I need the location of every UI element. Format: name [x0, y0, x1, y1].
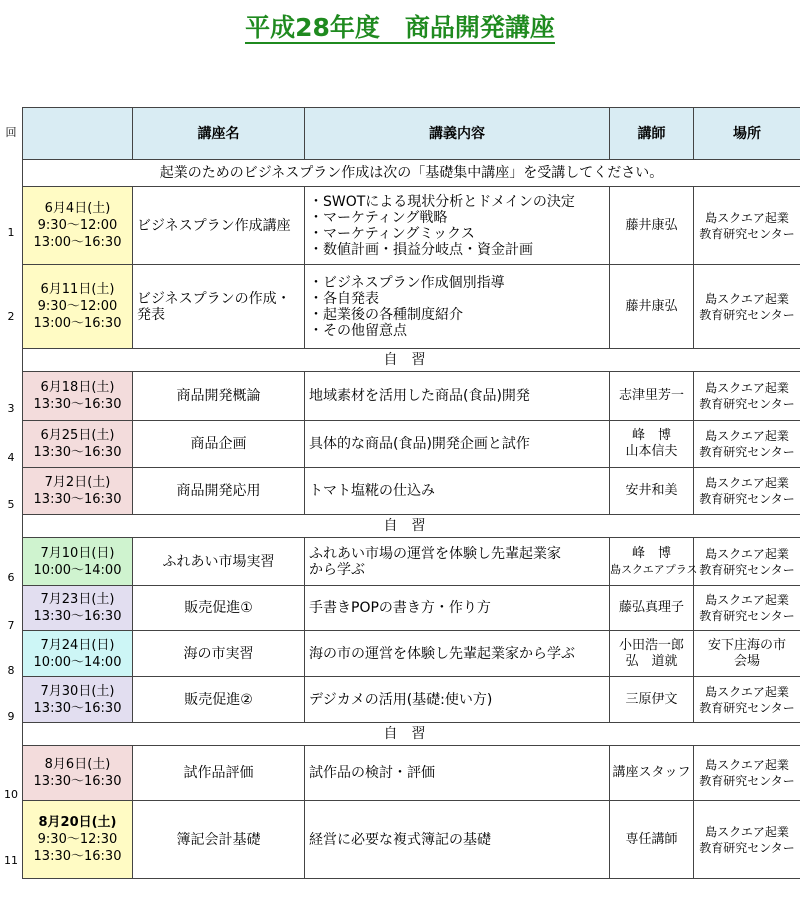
time-text: 13:30～16:30 — [33, 774, 122, 789]
venue-line: 島スクエア起業 — [705, 593, 789, 607]
venue-cell — [694, 631, 800, 677]
venue-line: 教育研究センター — [699, 492, 795, 506]
content-line: 経営に必要な複式簿記の基礎 — [309, 831, 491, 848]
venue-line: 教育研究センター — [699, 700, 795, 715]
lecturer-name: 藤弘真理子 — [618, 600, 684, 615]
date-text: 6月11日(土) — [40, 282, 115, 297]
date-cell — [23, 538, 133, 586]
lecturer-name: 藤井康弘 — [625, 217, 678, 233]
content-line: 具体的な商品(食品)開発企画と試作 — [309, 436, 530, 452]
venue-line: 島スクエア起業 — [705, 758, 789, 772]
date-text: 7月24日(日) — [40, 637, 115, 653]
notice-row — [23, 160, 800, 187]
venue-line: 教育研究センター — [699, 226, 795, 241]
header-date — [23, 108, 133, 160]
self-study-row — [23, 349, 800, 372]
lecturer-name: 小田浩一郎 — [618, 637, 684, 653]
header-lecturer: 講師 — [610, 108, 694, 160]
table-row — [23, 586, 800, 631]
lecturer-cell — [610, 187, 694, 265]
content-cell — [305, 265, 610, 349]
course-name: 試作品評価 — [133, 746, 305, 801]
content-line: ・マーケティングミックス — [309, 225, 475, 242]
content-cell — [305, 372, 610, 421]
venue-line: 教育研究センター — [699, 562, 795, 577]
date-text: 6月4日(土) — [44, 201, 111, 216]
time-text: 13:00～16:30 — [33, 316, 122, 331]
table-row — [23, 372, 800, 421]
content-cell — [305, 746, 610, 801]
content-cell — [305, 538, 610, 586]
venue-line: 教育研究センター — [699, 445, 795, 459]
date-cell — [23, 265, 133, 349]
date-cell — [23, 746, 133, 801]
venue-line: 教育研究センター — [699, 307, 795, 322]
content-cell — [305, 801, 610, 879]
content-line: ・数値計画・損益分岐点・資金計画 — [309, 241, 533, 258]
content-line: ・その他留意点 — [309, 322, 407, 339]
content-line: ・ビジネスプラン作成個別指導 — [309, 274, 505, 291]
date-text: 7月10日(日) — [40, 545, 115, 561]
venue-cell — [694, 468, 800, 515]
time-text: 13:30～16:30 — [33, 849, 122, 864]
page-title — [0, 8, 800, 44]
table-row — [23, 468, 800, 515]
row-number: 1 — [7, 226, 15, 239]
content-cell — [305, 187, 610, 265]
course-name: 簿記会計基礎 — [133, 801, 305, 879]
time-text: 13:30～16:30 — [33, 609, 122, 624]
lecturer-name: 山本信夫 — [625, 444, 678, 459]
date-cell — [23, 631, 133, 677]
date-text: 8月6日(土) — [44, 757, 111, 772]
venue-line: 島スクエア起業 — [705, 381, 789, 395]
content-cell — [305, 421, 610, 468]
venue-line: 島スクエア起業 — [705, 824, 789, 839]
date-cell — [23, 372, 133, 421]
date-text: 7月30日(土) — [40, 683, 115, 699]
row-number: 3 — [7, 402, 15, 415]
header-venue: 場所 — [694, 108, 800, 160]
date-cell — [23, 677, 133, 723]
course-name: ふれあい市場実習 — [133, 538, 305, 586]
content-line: から学ぶ — [309, 561, 365, 578]
course-name: ビジネスプラン作成講座 — [133, 187, 305, 265]
date-cell — [23, 187, 133, 265]
content-line: ・SWOTによる現状分析とドメインの決定 — [309, 193, 575, 210]
venue-cell — [694, 538, 800, 586]
time-text: 13:00～16:30 — [33, 235, 122, 250]
header-content: 講義内容 — [305, 108, 610, 160]
time-text: 13:30～16:30 — [33, 397, 122, 412]
venue-cell — [694, 265, 800, 349]
time-text: 10:00～14:00 — [33, 562, 122, 578]
row-number: 10 — [4, 788, 18, 801]
self-study-text: 自習 — [23, 349, 800, 372]
time-text: 9:30～12:00 — [37, 218, 118, 233]
venue-cell — [694, 586, 800, 631]
venue-cell — [694, 801, 800, 879]
row-number: 9 — [7, 710, 15, 723]
date-text: 7月23日(土) — [40, 592, 115, 607]
time-text: 10:00～14:00 — [33, 654, 122, 670]
table-row — [23, 538, 800, 586]
content-line: ・起業後の各種制度紹介 — [309, 306, 463, 323]
venue-line: 島スクエア起業 — [705, 546, 789, 561]
self-study-text: 自習 — [23, 723, 800, 746]
page-title-text: 平成28年度 商品開発講座 — [245, 13, 555, 42]
date-cell — [23, 801, 133, 879]
lecturer-name: 安井和美 — [625, 483, 678, 498]
lecturer-cell — [610, 746, 694, 801]
content-cell — [305, 468, 610, 515]
content-line: デジカメの活用(基礎:使い方) — [309, 691, 493, 708]
course-schedule-table — [22, 107, 800, 879]
lecturer-name: 藤井康弘 — [625, 298, 678, 314]
course-line: ビジネスプランの作成・ — [137, 290, 291, 307]
lecturer-cell — [610, 372, 694, 421]
venue-line: 島スクエア起業 — [705, 684, 789, 699]
venue-cell — [694, 187, 800, 265]
row-number: 8 — [7, 664, 15, 677]
venue-line: 島スクエア起業 — [705, 210, 789, 225]
header-row — [23, 108, 800, 160]
course-name: 商品開発概論 — [133, 372, 305, 421]
course-line: 発表 — [137, 306, 165, 323]
lecturer-name: 講座スタッフ — [612, 765, 691, 780]
time-text: 9:30～12:30 — [37, 832, 118, 847]
date-text: 6月18日(土) — [40, 380, 115, 395]
lecturer-cell — [610, 586, 694, 631]
course-name: 商品企画 — [133, 421, 305, 468]
time-text: 13:30～16:30 — [33, 492, 122, 507]
date-cell — [23, 586, 133, 631]
content-line: 地域素材を活用した商品(食品)開発 — [309, 388, 530, 404]
venue-line: 教育研究センター — [699, 774, 795, 788]
venue-line: 島スクエア起業 — [705, 429, 789, 443]
header-course: 講座名 — [133, 108, 305, 160]
row-number: 4 — [7, 451, 15, 464]
content-line: ・各自発表 — [309, 290, 379, 307]
row-number: 2 — [7, 310, 15, 323]
lecturer-cell — [610, 801, 694, 879]
table-row — [23, 801, 800, 879]
content-line: 手書きPOPの書き方・作り方 — [309, 600, 491, 616]
lecturer-cell — [610, 677, 694, 723]
time-text: 13:30～16:30 — [33, 700, 122, 716]
date-text: 8月20日(土) — [38, 815, 117, 830]
lecturer-cell — [610, 468, 694, 515]
row-number: 5 — [7, 498, 15, 511]
venue-cell — [694, 372, 800, 421]
lecturer-name: 弘 道就 — [625, 653, 678, 669]
venue-line: 教育研究センター — [699, 397, 795, 411]
content-line: 試作品の検討・評価 — [309, 765, 435, 781]
content-cell — [305, 631, 610, 677]
row-number: 7 — [7, 619, 15, 632]
lecturer-name: 専任講師 — [625, 831, 678, 847]
lecturer-name: 三原伊文 — [625, 691, 678, 707]
lecturer-name: 志津里芳一 — [618, 388, 684, 403]
row-number: 6 — [7, 571, 15, 584]
table-row — [23, 631, 800, 677]
row-number: 11 — [4, 854, 18, 867]
venue-line: 会場 — [733, 653, 760, 669]
lecturer-cell — [610, 265, 694, 349]
lecturer-cell — [610, 538, 698, 586]
content-line: トマト塩糀の仕込み — [309, 483, 435, 499]
venue-line: 安下庄海の市 — [707, 637, 786, 653]
content-line: ・マーケティング戦略 — [309, 209, 448, 226]
venue-line: 教育研究センター — [699, 840, 795, 855]
lecturer-name: 島スクエアプラス — [610, 562, 698, 576]
date-cell — [23, 468, 133, 515]
date-text: 6月25日(土) — [40, 428, 115, 443]
venue-cell — [694, 677, 800, 723]
venue-cell — [694, 421, 800, 468]
lecturer-cell — [610, 631, 694, 677]
content-cell — [305, 586, 610, 631]
date-cell — [23, 421, 133, 468]
self-study-row — [23, 515, 800, 538]
time-text: 9:30～12:00 — [37, 299, 118, 314]
course-name: 海の市実習 — [133, 631, 305, 677]
content-line: 海の市の運営を体験し先輩起業家から学ぶ — [309, 645, 575, 662]
venue-line: 島スクエア起業 — [705, 291, 789, 306]
date-text: 7月2日(土) — [44, 475, 111, 490]
venue-line: 島スクエア起業 — [705, 476, 789, 490]
notice-text: 起業のためのビジネスプラン作成は次の「基礎集中講座」を受講してください。 — [23, 160, 800, 187]
content-cell — [305, 677, 610, 723]
table-row — [23, 677, 800, 723]
table-row — [23, 265, 800, 349]
lecturer-cell — [610, 421, 694, 468]
venue-cell — [694, 746, 800, 801]
course-name: 商品開発応用 — [133, 468, 305, 515]
lecturer-name: 峰 博 — [631, 428, 671, 443]
course-name: 販売促進② — [133, 677, 305, 723]
table-row — [23, 421, 800, 468]
header-kai: 回 — [5, 126, 17, 139]
time-text: 13:30～16:30 — [33, 445, 122, 460]
lecturer-name: 峰 博 — [631, 545, 671, 561]
course-name — [133, 265, 305, 349]
table-row — [23, 746, 800, 801]
content-line: ふれあい市場の運営を体験し先輩起業家 — [309, 545, 561, 562]
course-name: 販売促進① — [133, 586, 305, 631]
self-study-row — [23, 723, 800, 746]
venue-line: 教育研究センター — [699, 609, 795, 623]
table-row — [23, 187, 800, 265]
self-study-text: 自習 — [23, 515, 800, 538]
